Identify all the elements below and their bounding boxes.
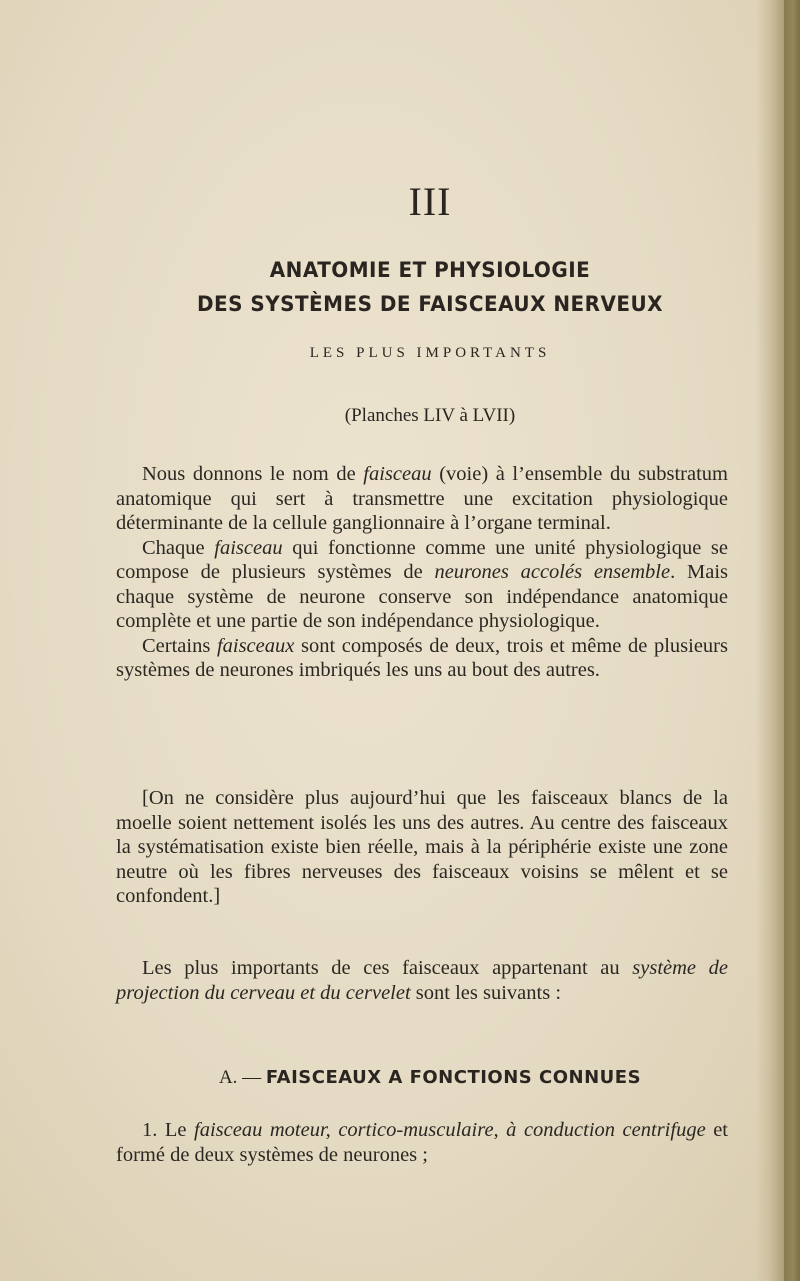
bracketed-paragraph-block bbox=[116, 786, 728, 909]
paragraph-1 bbox=[116, 462, 728, 536]
paragraph-5-text-a: Les plus importants de ces faisceaux appartenant au bbox=[142, 957, 633, 979]
paragraph-5-text-b: sont les suivants : bbox=[410, 981, 562, 1004]
section-prefix: A. — bbox=[218, 1067, 266, 1088]
paragraph-6 bbox=[116, 1118, 728, 1167]
paragraph-3 bbox=[116, 634, 728, 683]
paragraph-2-text-a: Chaque bbox=[142, 536, 215, 559]
chapter-title-line-2: DES SYSTÈMES DE FAISCEAUX NERVEUX bbox=[196, 292, 664, 316]
paragraph-5-emphasis: système de projection du cerveau et du cervelet bbox=[116, 957, 728, 1004]
paragraph-2-emphasis-1: faisceau bbox=[214, 536, 283, 559]
chapter-title-line-1: ANATOMIE ET PHYSIOLOGIE bbox=[269, 258, 591, 282]
plates-reference: (Planches LIV à LVII) bbox=[344, 405, 516, 426]
paragraph-6-text-b: et formé de deux systèmes de neurones ; bbox=[116, 1119, 728, 1166]
paragraph-6-text-a: 1. Le bbox=[142, 1119, 195, 1141]
paragraph-2-emphasis-2: neurones accolés ensemble bbox=[434, 561, 671, 583]
paragraph-4: [On ne considère plus aujourd’hui que les faisceaux blancs de la moelle soient nettement isolés les uns des autres. Au centre des faisceaux la systématisation existe bien réelle, mais à la périphérie existe une zone neutre où les fibres nerveuses des faisceaux voisins se mêlent et se confondent.] bbox=[116, 787, 728, 907]
paragraph-5 bbox=[116, 956, 728, 1005]
paragraph-2-text-b: qui fonctionne comme une unité physiologique se compose de plusieurs systèmes de bbox=[116, 536, 728, 583]
paragraph-1-emphasis: faisceau bbox=[363, 463, 432, 485]
paragraph-2-text-c: . Mais chaque système de neurone conserve son indépendance anatomique complète et une partie de son indépendance physiologique. bbox=[116, 561, 728, 632]
paragraph-6-emphasis: faisceau moteur, cortico-musculaire, à conduction centrifuge bbox=[194, 1119, 706, 1141]
paragraph-3-text-a: Certains bbox=[142, 634, 217, 657]
paragraph-5-block bbox=[116, 956, 728, 1005]
paragraph-3-text-b: sont composés de deux, trois et même de plusieurs systèmes de neurones imbriqués les uns au bout des autres. bbox=[116, 634, 728, 681]
section-heading-a bbox=[0, 1067, 800, 1089]
chapter-subtitle: LES PLUS IMPORTANTS bbox=[309, 345, 551, 361]
section-label: FAISCEAUX A FONCTIONS CONNUES bbox=[265, 1067, 642, 1088]
chapter-number: III bbox=[408, 179, 452, 224]
paragraph-1-text-a: Nous donnons le nom de bbox=[142, 463, 364, 485]
paragraph-2 bbox=[116, 536, 728, 634]
paragraph-1-text-b: (voie) à l’ensemble du substratum anatomique qui sert à transmettre une excitation physiologique déterminante de la cellule ganglionnaire à l’organe terminal. bbox=[116, 463, 728, 534]
paragraph-3-emphasis: faisceaux bbox=[216, 634, 295, 657]
intro-paragraphs bbox=[116, 462, 728, 683]
paragraph-6-block bbox=[116, 1118, 728, 1167]
